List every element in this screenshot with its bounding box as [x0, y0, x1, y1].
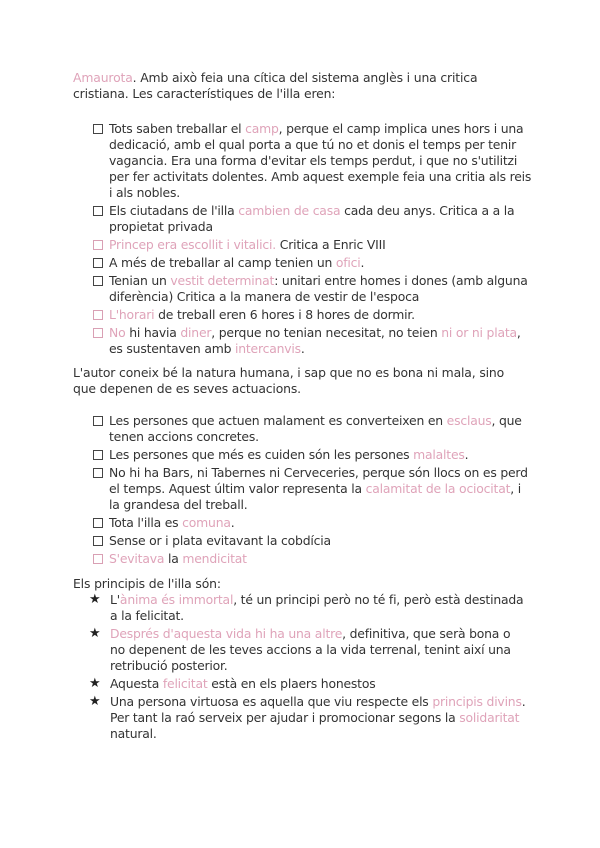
- body-text: Tota l'illa es: [109, 515, 183, 530]
- body-text: . Amb això feia una cítica del sistema anglès i una critica cristiana. Les característiques de l'illa eren:: [73, 70, 478, 101]
- list-item: [92, 447, 532, 463]
- highlighted-text: intercanvis: [234, 341, 301, 356]
- list-item: [89, 626, 528, 674]
- checkbox-icon[interactable]: [93, 416, 103, 426]
- highlighted-text: malaltes: [413, 447, 465, 462]
- checkbox-icon[interactable]: [93, 124, 103, 134]
- body-text: .: [230, 515, 235, 530]
- star-bullet-icon: ★: [89, 694, 101, 709]
- body-text: hi havia: [125, 325, 181, 340]
- principles-list: [89, 592, 528, 742]
- highlighted-text: solidaritat: [459, 710, 520, 725]
- highlighted-text: felicitat: [162, 676, 208, 691]
- checkbox-icon[interactable]: [93, 554, 103, 564]
- list-item: [92, 465, 532, 513]
- list-item: [92, 121, 532, 201]
- body-text: , perque no tenian necesitat, no teien: [211, 325, 442, 340]
- body-text: L'autor coneix bé la natura humana, i sap que no es bona ni mala, sino que depenen de es seves actuacions.: [73, 365, 505, 396]
- list-item: [92, 203, 532, 235]
- checkbox-icon[interactable]: [93, 328, 103, 338]
- checkbox-icon[interactable]: [93, 276, 103, 286]
- list-item: [89, 676, 528, 692]
- list-item: [92, 273, 532, 305]
- body-text: Tots saben treballar el: [109, 121, 246, 136]
- body-text: , que tenen accions concretes.: [109, 413, 522, 444]
- human-nature-paragraph: [73, 365, 528, 397]
- body-text: : unitari entre homes i dones (amb alguna diferència) Critica a la manera de vestir de l'espoca: [109, 273, 528, 304]
- body-text: Els ciutadans de l'illa: [109, 203, 239, 218]
- body-text: .: [300, 341, 305, 356]
- checkbox-icon[interactable]: [93, 518, 103, 528]
- list-item: [89, 592, 528, 624]
- list-item: [92, 413, 532, 445]
- highlighted-text: cambien de casa: [238, 203, 341, 218]
- checkbox-icon[interactable]: [93, 450, 103, 460]
- body-text: .: [360, 255, 365, 270]
- list-item: [92, 533, 532, 549]
- list-item: [92, 255, 532, 271]
- body-text: , perque el camp implica unes hors i una dedicació, amb el qual porta a que tú no et donis el temps per tenir vagancia. Era una forma d'evitar els temps perdut, i que no s'utilitzi per fer activitats dolentes. Amb aquest exemple feia una critia als reis i als nobles.: [109, 121, 532, 200]
- list-item: [92, 325, 532, 357]
- highlighted-text: Després d'aquesta vida hi ha una altre: [110, 626, 343, 641]
- highlighted-text: diner: [180, 325, 212, 340]
- checkbox-icon[interactable]: [93, 206, 103, 216]
- body-text: Una persona virtuosa es aquella que viu respecte els: [110, 694, 433, 709]
- body-text: Els principis de l'illa són:: [73, 576, 221, 591]
- list-item: [92, 515, 532, 531]
- body-text: Tenian un: [109, 273, 171, 288]
- highlighted-text: mendicitat: [182, 551, 247, 566]
- highlighted-text: esclaus: [446, 413, 492, 428]
- body-text: . Per tant la raó serveix per ajudar i promocionar segons la: [110, 694, 526, 725]
- characteristics-list: [92, 121, 532, 357]
- body-text: està en els plaers honestos: [207, 676, 376, 691]
- star-bullet-icon: ★: [89, 626, 101, 641]
- star-bullet-icon: ★: [89, 676, 101, 691]
- highlighted-text: ni or ni plata: [441, 325, 517, 340]
- star-bullet-icon: ★: [89, 592, 101, 607]
- body-text: de treball eren 6 hores i 8 hores de dormir.: [154, 307, 415, 322]
- society-list: [92, 413, 532, 567]
- body-text: Critica a Enric VIII: [276, 237, 386, 252]
- body-text: natural.: [110, 726, 157, 741]
- body-text: , es sustentaven amb: [109, 325, 521, 356]
- highlighted-text: camp: [245, 121, 279, 136]
- highlighted-text: L'horari: [109, 307, 155, 322]
- highlighted-text: principis divins: [432, 694, 522, 709]
- highlighted-text: ànima és immortal: [119, 592, 234, 607]
- checkbox-icon[interactable]: [93, 258, 103, 268]
- body-text: Les persones que actuen malament es converteixen en: [109, 413, 447, 428]
- principles-heading: [73, 576, 528, 592]
- checkbox-icon[interactable]: [93, 536, 103, 546]
- body-text: Sense or i plata evitavant la cobdícia: [109, 533, 331, 548]
- body-text: la: [164, 551, 183, 566]
- intro-paragraph: [73, 70, 528, 102]
- checkbox-icon[interactable]: [93, 240, 103, 250]
- highlighted-text: comuna: [182, 515, 231, 530]
- body-text: L': [110, 592, 120, 607]
- body-text: A més de treballar al camp tenien un: [109, 255, 336, 270]
- list-item: [92, 551, 532, 567]
- highlighted-text: No: [109, 325, 126, 340]
- highlighted-text: ofici: [335, 255, 361, 270]
- highlighted-text: vestit determinat: [170, 273, 275, 288]
- checkbox-icon[interactable]: [93, 310, 103, 320]
- list-item: [92, 237, 532, 253]
- body-text: cada deu anys. Critica a a la propietat privada: [109, 203, 515, 234]
- body-text: Les persones que més es cuiden són les persones: [109, 447, 414, 462]
- highlighted-text: Princep era escollit i vitalici.: [109, 237, 277, 252]
- highlighted-text: Amaurota: [73, 70, 133, 85]
- body-text: , definitiva, que serà bona o no depenent de les teves accions a la vida terrenal, tenint així una retribució posterior.: [110, 626, 511, 673]
- body-text: .: [464, 447, 469, 462]
- body-text: Aquesta: [110, 676, 163, 691]
- list-item: [89, 694, 528, 742]
- body-text: , i la grandesa del treball.: [109, 481, 521, 512]
- list-item: [92, 307, 532, 323]
- body-text: No hi ha Bars, ni Tabernes ni Cerveceries, perque són llocs on es perd el temps. Aquest últim valor representa la: [109, 465, 528, 496]
- checkbox-icon[interactable]: [93, 468, 103, 478]
- highlighted-text: calamitat de la ociocitat: [365, 481, 511, 496]
- highlighted-text: S'evitava: [109, 551, 165, 566]
- body-text: , té un principi però no té fi, però està destinada a la felicitat.: [110, 592, 524, 623]
